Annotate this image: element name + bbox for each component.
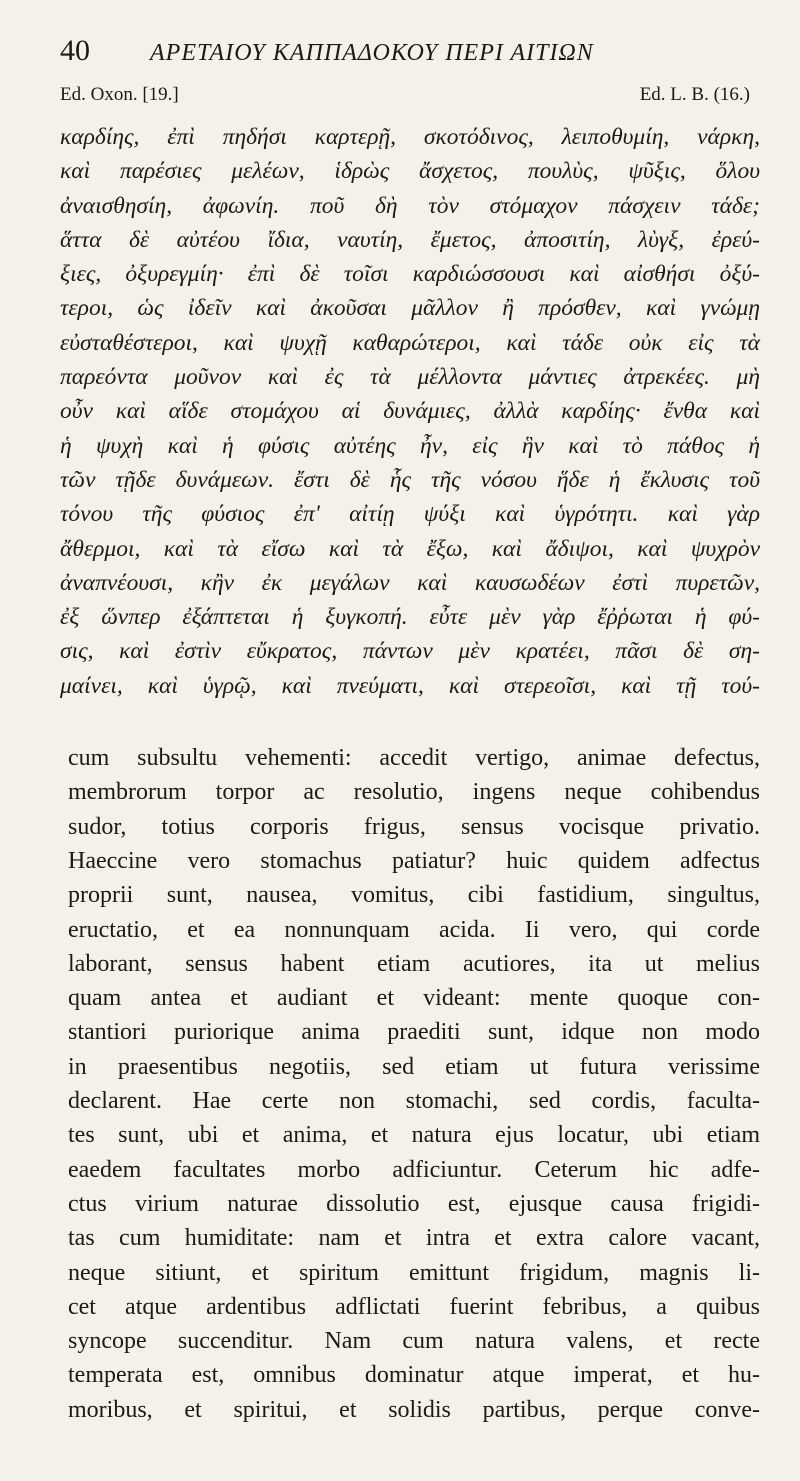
latin-line: proprii sunt, nausea, vomitus, cibi fastidium, singultus, xyxy=(68,882,760,909)
latin-line: stantiori puriorique anima praediti sunt, idque non modo xyxy=(68,1019,760,1046)
latin-line: eaedem facultates morbo adficiuntur. Ceterum hic adfe- xyxy=(68,1156,760,1183)
latin-line: syncope succenditur. Nam cum natura valens, et recte xyxy=(68,1328,760,1355)
edition-leiden-reference: Ed. L. B. (16.) xyxy=(639,84,750,105)
latin-line: quam antea et audiant et videant: mente quoque con- xyxy=(68,985,760,1012)
latin-line: tas cum humiditate: nam et intra et extra calore vacant, xyxy=(68,1225,760,1252)
latin-line: moribus, et spiritui, et solidis partibus, perque conve- xyxy=(68,1396,760,1423)
edition-reference-line xyxy=(60,84,760,114)
greek-line: ξιες, ὀξυρεγμίη· ἐπὶ δὲ τοῖσι καρδιώσσουσι καὶ αἰσθήσι ὀξύ- xyxy=(60,261,760,288)
greek-line: τῶν τῇδε δυνάμεων. ἔστι δὲ ἧς τῆς νόσου ἥδε ἡ ἔκλυσις τοῦ xyxy=(60,466,760,493)
latin-line: neque sitiunt, et spiritum emittunt frigidum, magnis li- xyxy=(68,1259,760,1286)
latin-line: tes sunt, ubi et anima, et natura ejus locatur, ubi etiam xyxy=(68,1122,760,1149)
running-title: ΑΡΕΤΑΙΟΥ ΚΑΠΠΑΔΟΚΟΥ ΠΕΡΙ ΑΙΤΙΩΝ xyxy=(150,40,594,66)
greek-line: οὖν καὶ αἵδε στομάχου αἱ δυνάμιες, ἀλλὰ καρδίης· ἔνθα καὶ xyxy=(60,398,760,425)
latin-line: laborant, sensus habent etiam acutiores, ita ut melius xyxy=(68,950,760,977)
greek-line: εὐσταθέστεροι, καὶ ψυχῇ καθαρώτεροι, καὶ τάδε οὐκ εἰς τὰ xyxy=(60,329,760,356)
greek-line: ἡ ψυχὴ καὶ ἡ φύσις αὐτέης ἦν, εἰς ἣν καὶ τὸ πάθος ἡ xyxy=(60,432,760,459)
greek-line: ἀναπνέουσι, κἢν ἐκ μεγάλων καὶ καυσωδέων ἐστὶ πυρετῶν, xyxy=(60,569,760,596)
greek-line: καρδίης, ἐπὶ πηδήσι καρτερῇ, σκοτόδινος, λειποθυμίη, νάρκη, xyxy=(60,124,760,150)
latin-line: cum subsultu vehementi: accedit vertigo, animae defectus, xyxy=(68,745,760,772)
latin-line: cet atque ardentibus adflictati fuerint febribus, a quibus xyxy=(68,1293,760,1320)
greek-line: τόνου τῆς φύσιος ἐπ' αἰτίῃ ψύξι καὶ ὑγρότητι. καὶ γὰρ xyxy=(60,501,760,528)
greek-line: ἄθερμοι, καὶ τὰ εἴσω καὶ τὰ ἔξω, καὶ ἄδιψοι, καὶ ψυχρὸν xyxy=(60,535,760,562)
latin-line: Haeccine vero stomachus patiatur? huic quidem adfectus xyxy=(68,847,760,874)
latin-line: sudor, totius corporis frigus, sensus vocisque privatio. xyxy=(68,813,760,840)
greek-line: τεροι, ὡς ἰδεῖν καὶ ἀκοῦσαι μᾶλλον ἢ πρόσθεν, καὶ γνώμῃ xyxy=(60,295,760,322)
page-number: 40 xyxy=(60,34,90,67)
latin-translation-block xyxy=(60,741,760,1427)
running-head xyxy=(60,34,760,82)
greek-line: ἀναισθησίη, ἀφωνίη. ποῦ δὴ τὸν στόμαχον πάσχειν τάδε; xyxy=(60,192,760,219)
latin-line: eructatio, et ea nonnunquam acida. Ii vero, qui corde xyxy=(68,916,760,943)
greek-text-block xyxy=(60,120,760,703)
latin-line: declarent. Hae certe non stomachi, sed cordis, faculta- xyxy=(68,1088,760,1115)
greek-line: σις, καὶ ἐστὶν εὔκρατος, πάντων μὲν κρατέει, πᾶσι δὲ ση- xyxy=(60,638,760,665)
edition-oxford-reference: Ed. Oxon. [19.] xyxy=(60,84,179,105)
latin-line: membrorum torpor ac resolutio, ingens neque cohibendus xyxy=(68,779,760,806)
greek-line: ἐξ ὥνπερ ἐξάπτεται ἡ ξυγκοπή. εὖτε μὲν γὰρ ἔῤῥωται ἡ φύ- xyxy=(60,604,760,631)
greek-line: καὶ παρέσιες μελέων, ἱδρὼς ἄσχετος, πουλὺς, ψῦξις, ὅλου xyxy=(60,158,760,185)
latin-line: temperata est, omnibus dominatur atque imperat, et hu- xyxy=(68,1362,760,1389)
latin-line: ctus virium naturae dissolutio est, ejusque causa frigidi- xyxy=(68,1190,760,1217)
latin-line: in praesentibus negotiis, sed etiam ut futura verissime xyxy=(68,1053,760,1080)
greek-line: μαίνει, καὶ ὑγρῷ, καὶ πνεύματι, καὶ στερεοῖσι, καὶ τῇ τού- xyxy=(60,672,760,699)
greek-line: παρεόντα μοῦνον καὶ ἐς τὰ μέλλοντα μάντιες ἀτρεκέες. μὴ xyxy=(60,364,760,391)
greek-line: ἅττα δὲ αὐτέου ἴδια, ναυτίη, ἔμετος, ἀποσιτίη, λὺγξ, ἐρεύ- xyxy=(60,226,760,253)
